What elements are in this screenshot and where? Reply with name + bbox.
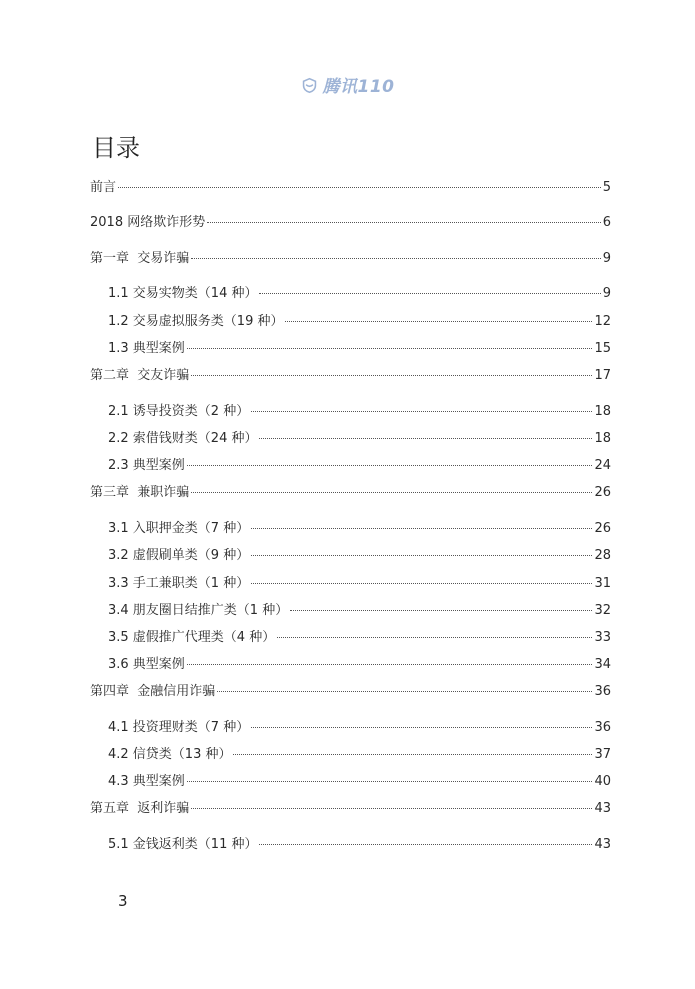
toc-entry-page: 9 (602, 251, 611, 266)
toc-entry-page: 12 (594, 314, 611, 329)
dot-leader (187, 465, 593, 466)
toc-entry-label: 2.3 典型案例 (108, 458, 185, 473)
dot-leader (251, 528, 592, 529)
toc-entry-2018-situation[interactable] (90, 215, 611, 231)
toc-entry-chapter-1[interactable] (90, 251, 611, 267)
dot-leader (217, 691, 592, 692)
toc-entry-3-1[interactable] (108, 521, 611, 537)
toc-entry-page: 6 (602, 215, 611, 230)
toc-entry-5-1[interactable] (108, 837, 611, 853)
toc-entry-2-1[interactable] (108, 404, 611, 420)
toc-entry-4-1[interactable] (108, 720, 611, 736)
toc-entry-label: 4.3 典型案例 (108, 774, 185, 789)
toc-entry-page: 18 (594, 404, 611, 419)
toc-entry-label: 3.2 虚假刷单类（9 种） (108, 548, 250, 563)
toc-entry-page: 26 (594, 521, 611, 536)
dot-leader (191, 258, 600, 259)
toc-entry-label: 2.1 诱导投资类（2 种） (108, 404, 250, 419)
logo-text: 腾讯110 (322, 77, 395, 97)
toc-entry-label: 4.2 信贷类（13 种） (108, 747, 232, 762)
dot-leader (191, 492, 592, 493)
toc-entry-page: 36 (594, 720, 611, 735)
toc-entry-page: 15 (594, 341, 611, 356)
dot-leader (187, 348, 593, 349)
toc-entry-page: 36 (594, 684, 611, 699)
toc-entry-page: 43 (594, 837, 611, 852)
dot-leader (187, 781, 593, 782)
toc-entry-page: 40 (594, 774, 611, 789)
toc-entry-page: 28 (594, 548, 611, 563)
toc-entry-chapter-2[interactable] (90, 368, 611, 384)
toc-entry-4-3[interactable] (108, 774, 611, 790)
dot-leader (259, 438, 592, 439)
toc-entry-1-3[interactable] (108, 341, 611, 357)
toc-entry-label: 4.1 投资理财类（7 种） (108, 720, 250, 735)
toc-entry-label: 1.1 交易实物类（14 种） (108, 286, 258, 301)
toc-entry-2-3[interactable] (108, 458, 611, 474)
dot-leader (259, 293, 600, 294)
toc-entry-3-3[interactable] (108, 576, 611, 592)
toc-entry-1-1[interactable] (108, 286, 611, 302)
dot-leader (191, 808, 592, 809)
toc-entry-label: 3.4 朋友圈日结推广类（1 种） (108, 603, 289, 618)
toc-entry-page: 34 (594, 657, 611, 672)
toc-entry-label: 第五章 返利诈骗 (90, 801, 190, 816)
toc-entry-page: 26 (594, 485, 611, 500)
toc-entry-label: 3.5 虚假推广代理类（4 种） (108, 630, 276, 645)
toc-entry-3-5[interactable] (108, 630, 611, 646)
dot-leader (277, 637, 592, 638)
dot-leader (251, 727, 592, 728)
toc-entry-page: 32 (594, 603, 611, 618)
toc-entry-page: 18 (594, 431, 611, 446)
toc-entry-page: 17 (594, 368, 611, 383)
toc-entry-preface[interactable] (90, 180, 611, 196)
toc-entry-label: 3.6 典型案例 (108, 657, 185, 672)
dot-leader (290, 610, 592, 611)
toc-entry-label: 第三章 兼职诈骗 (90, 485, 190, 500)
toc-entry-page: 24 (594, 458, 611, 473)
toc-entry-1-2[interactable] (108, 314, 611, 330)
toc-entry-chapter-5[interactable] (90, 801, 611, 817)
toc-entry-page: 31 (594, 576, 611, 591)
toc-entry-2-2[interactable] (108, 431, 611, 447)
dot-leader (187, 664, 593, 665)
toc-title: 目录 (92, 134, 140, 162)
toc-entry-page: 33 (594, 630, 611, 645)
dot-leader (285, 321, 592, 322)
toc-entry-label: 1.2 交易虚拟服务类（19 种） (108, 314, 284, 329)
toc-entry-label: 5.1 金钱返利类（11 种） (108, 837, 258, 852)
toc-entry-3-6[interactable] (108, 657, 611, 673)
dot-leader (191, 375, 592, 376)
toc-entry-page: 9 (602, 286, 611, 301)
toc-entry-label: 2018 网络欺诈形势 (90, 215, 206, 230)
toc-entry-label: 3.3 手工兼职类（1 种） (108, 576, 250, 591)
toc-entry-label: 第二章 交友诈骗 (90, 368, 190, 383)
toc-entry-label: 第四章 金融信用诈骗 (90, 684, 216, 699)
toc-entry-3-4[interactable] (108, 603, 611, 619)
dot-leader (118, 187, 601, 188)
toc-entry-chapter-4[interactable] (90, 684, 611, 700)
dot-leader (251, 411, 592, 412)
page-number: 3 (118, 892, 128, 910)
toc-entry-label: 1.3 典型案例 (108, 341, 185, 356)
toc-entry-chapter-3[interactable] (90, 485, 611, 501)
toc-entry-label: 前言 (90, 180, 117, 195)
dot-leader (207, 222, 601, 223)
toc-entry-page: 37 (594, 747, 611, 762)
toc-entry-4-2[interactable] (108, 747, 611, 763)
toc-entry-page: 5 (602, 180, 611, 195)
dot-leader (233, 754, 592, 755)
toc-entry-3-2[interactable] (108, 548, 611, 564)
dot-leader (251, 555, 592, 556)
dot-leader (259, 844, 592, 845)
toc-entry-label: 2.2 索借钱财类（24 种） (108, 431, 258, 446)
toc-entry-label: 3.1 入职押金类（7 种） (108, 521, 250, 536)
toc-entry-page: 43 (594, 801, 611, 816)
toc-entry-label: 第一章 交易诈骗 (90, 251, 190, 266)
dot-leader (251, 583, 592, 584)
